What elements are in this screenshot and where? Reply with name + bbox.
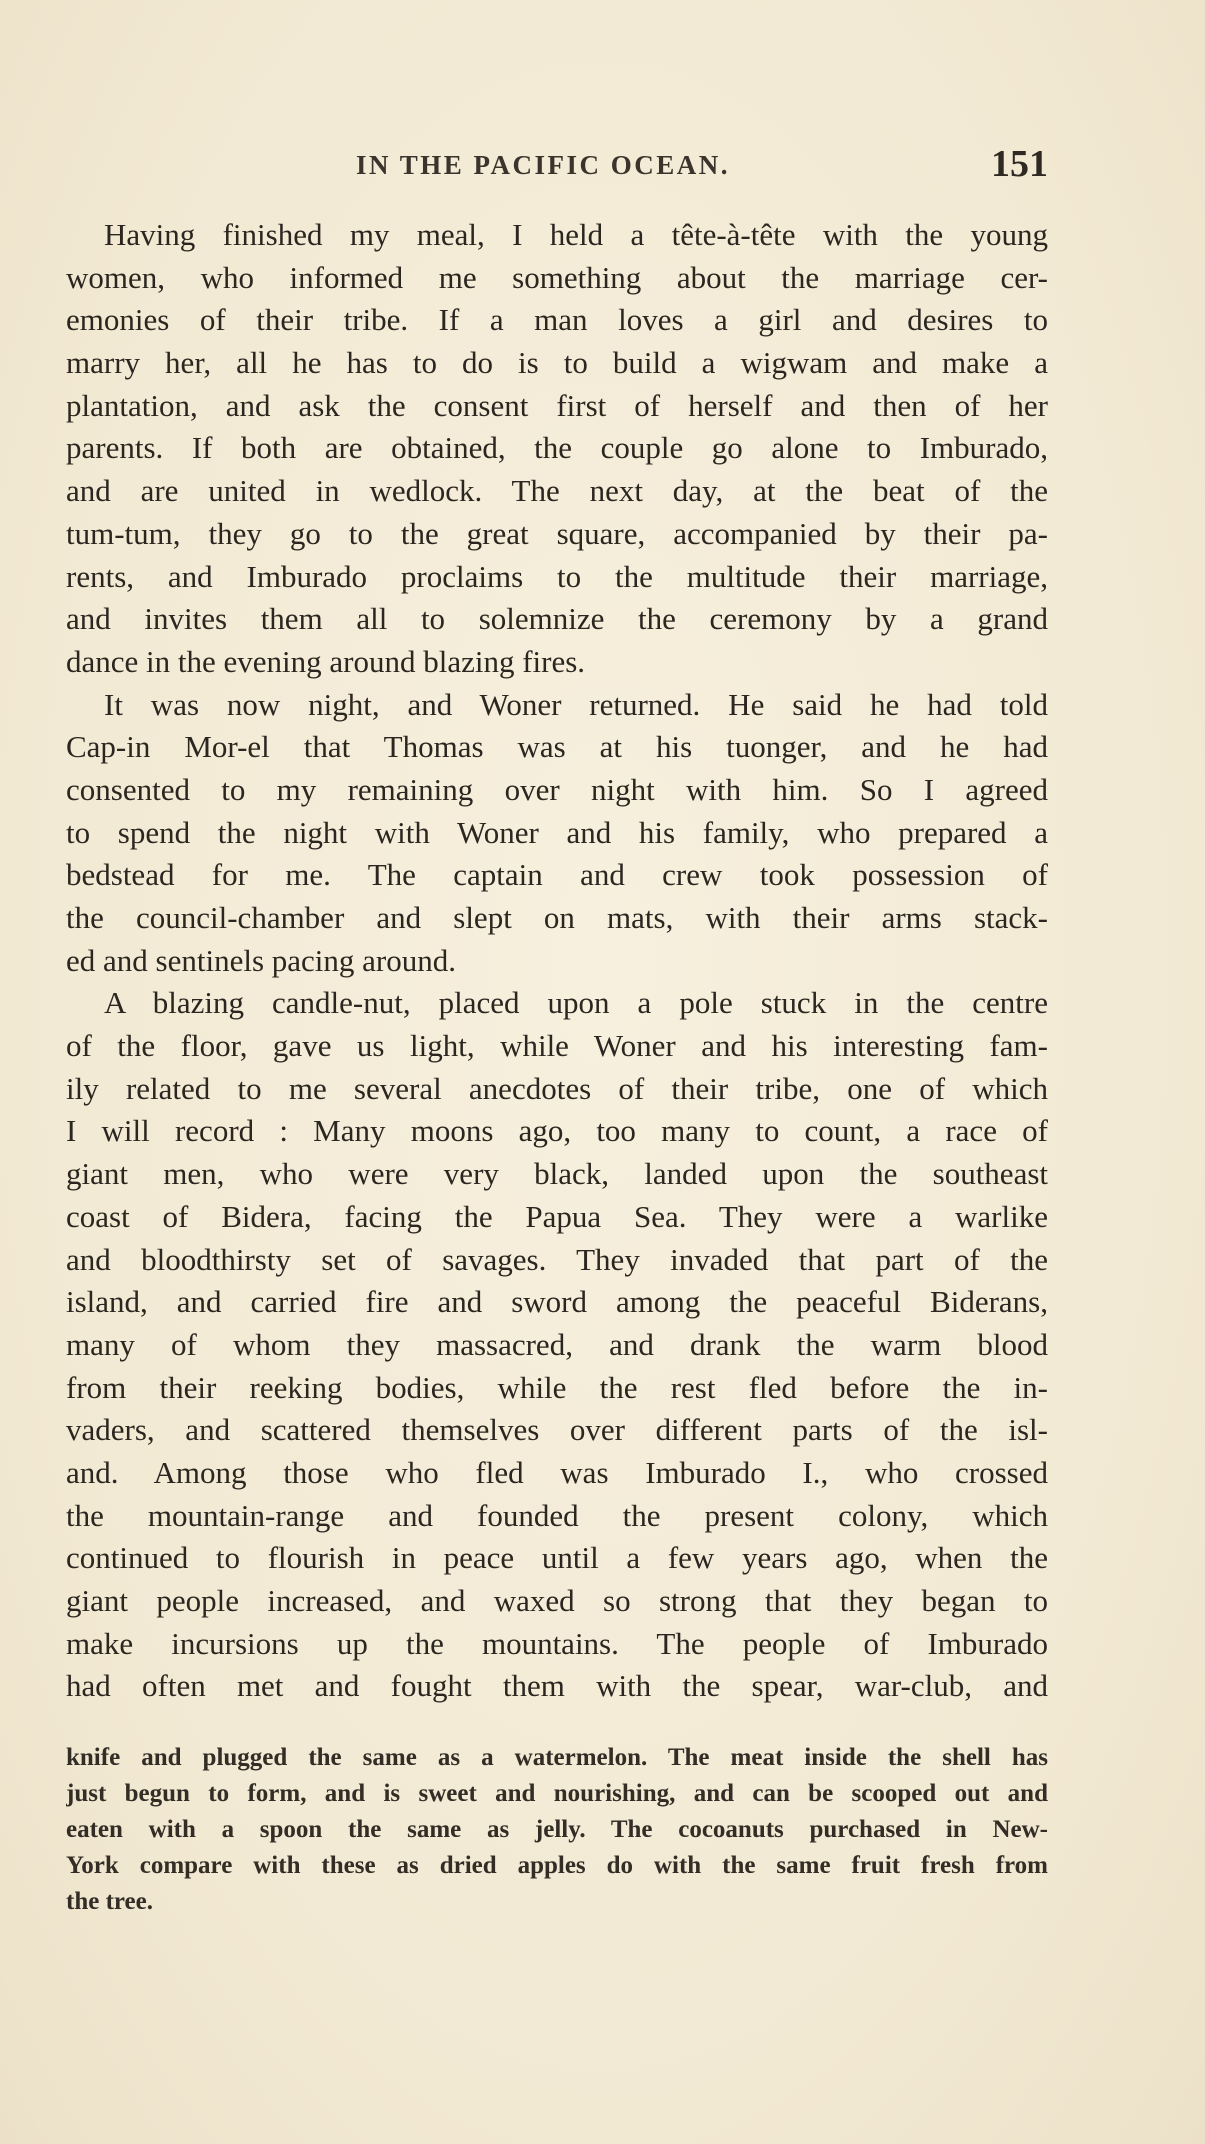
text-line: giant people increased, and waxed so strong that they began to bbox=[66, 1583, 1048, 1618]
text-line: continued to flourish in peace until a few years ago, when the bbox=[66, 1540, 1048, 1576]
text-line: plantation, and ask the consent first of herself and then of her bbox=[66, 387, 1048, 423]
text-line: ily related to me several anecdotes of their tribe, one of which bbox=[66, 1070, 1048, 1106]
text-line: consented to my remaining over night with him. So I agreed bbox=[66, 771, 1048, 807]
running-head: IN THE PACIFIC OCEAN. bbox=[356, 150, 731, 180]
text-line: had often met and fought them with the spear, war-club, and bbox=[66, 1668, 1048, 1704]
footnote-line: knife and plugged the same as a watermelon. The meat inside the shell has bbox=[66, 1744, 1048, 1771]
text-line: island, and carried fire and sword among the peaceful Biderans, bbox=[66, 1284, 1048, 1320]
footnote-line: just begun to form, and is sweet and nourishing, and can be scooped out and bbox=[66, 1780, 1048, 1807]
text-line: giant men, who were very black, landed upon the southeast bbox=[66, 1156, 1048, 1192]
text-line: It was now night, and Woner returned. He said he had told bbox=[104, 686, 1048, 722]
text-line: I will record : Many moons ago, too many to count, a race of bbox=[66, 1113, 1048, 1149]
text-line: ed and sentinels pacing around. bbox=[66, 942, 456, 978]
text-line: the council-chamber and slept on mats, with their arms stack- bbox=[66, 900, 1048, 935]
text-line: many of whom they massacred, and drank the warm blood bbox=[66, 1326, 1048, 1362]
footnote-line: the tree. bbox=[66, 1888, 153, 1915]
text-line: Cap-in Mor-el that Thomas was at his tuonger, and he had bbox=[66, 729, 1048, 765]
text-line: of the floor, gave us light, while Woner and his interesting fam- bbox=[66, 1028, 1048, 1064]
text-line: to spend the night with Woner and his family, who prepared a bbox=[66, 814, 1048, 850]
text-line: bedstead for me. The captain and crew took possession of bbox=[66, 857, 1048, 893]
text-line: rents, and Imburado proclaims to the multitude their marriage, bbox=[66, 558, 1048, 594]
text-line: the mountain-range and founded the present colony, which bbox=[66, 1497, 1048, 1533]
text-line: and invites them all to solemnize the ceremony by a grand bbox=[66, 601, 1048, 637]
text-line: and are united in wedlock. The next day, at the beat of the bbox=[66, 473, 1048, 509]
footnote-line: York compare with these as dried apples do with the same fruit fresh from bbox=[66, 1852, 1048, 1879]
text-line: coast of Bidera, facing the Papua Sea. They were a warlike bbox=[66, 1198, 1048, 1234]
text-line: women, who informed me something about the marriage cer- bbox=[66, 259, 1048, 295]
footnote-line: eaten with a spoon the same as jelly. The cocoanuts purchased in New- bbox=[66, 1816, 1048, 1843]
text-line: make incursions up the mountains. The people of Imburado bbox=[66, 1625, 1048, 1661]
page-number: 151 bbox=[991, 143, 1048, 185]
text-line: emonies of their tribe. If a man loves a girl and desires to bbox=[66, 302, 1048, 338]
text-line: and bloodthirsty set of savages. They invaded that part of the bbox=[66, 1241, 1048, 1277]
text-line: dance in the evening around blazing fires. bbox=[66, 643, 586, 679]
page-header bbox=[66, 142, 1048, 192]
text-line: marry her, all he has to do is to build a wigwam and make a bbox=[66, 345, 1048, 381]
text-line: parents. If both are obtained, the couple go alone to Imburado, bbox=[66, 430, 1048, 466]
text-line: and. Among those who fled was Imburado I., who crossed bbox=[66, 1454, 1048, 1490]
text-line: Having finished my meal, I held a tête-à-tête with the young bbox=[104, 217, 1048, 252]
text-line: vaders, and scattered themselves over different parts of the isl- bbox=[66, 1412, 1048, 1448]
body-text bbox=[66, 214, 1048, 1708]
text-line: tum-tum, they go to the great square, accompanied by their pa- bbox=[66, 515, 1048, 551]
text-line: from their reeking bodies, while the rest fled before the in- bbox=[66, 1369, 1048, 1405]
text-line: A blazing candle-nut, placed upon a pole stuck in the centre bbox=[104, 985, 1048, 1021]
footnote bbox=[66, 1740, 1048, 1920]
